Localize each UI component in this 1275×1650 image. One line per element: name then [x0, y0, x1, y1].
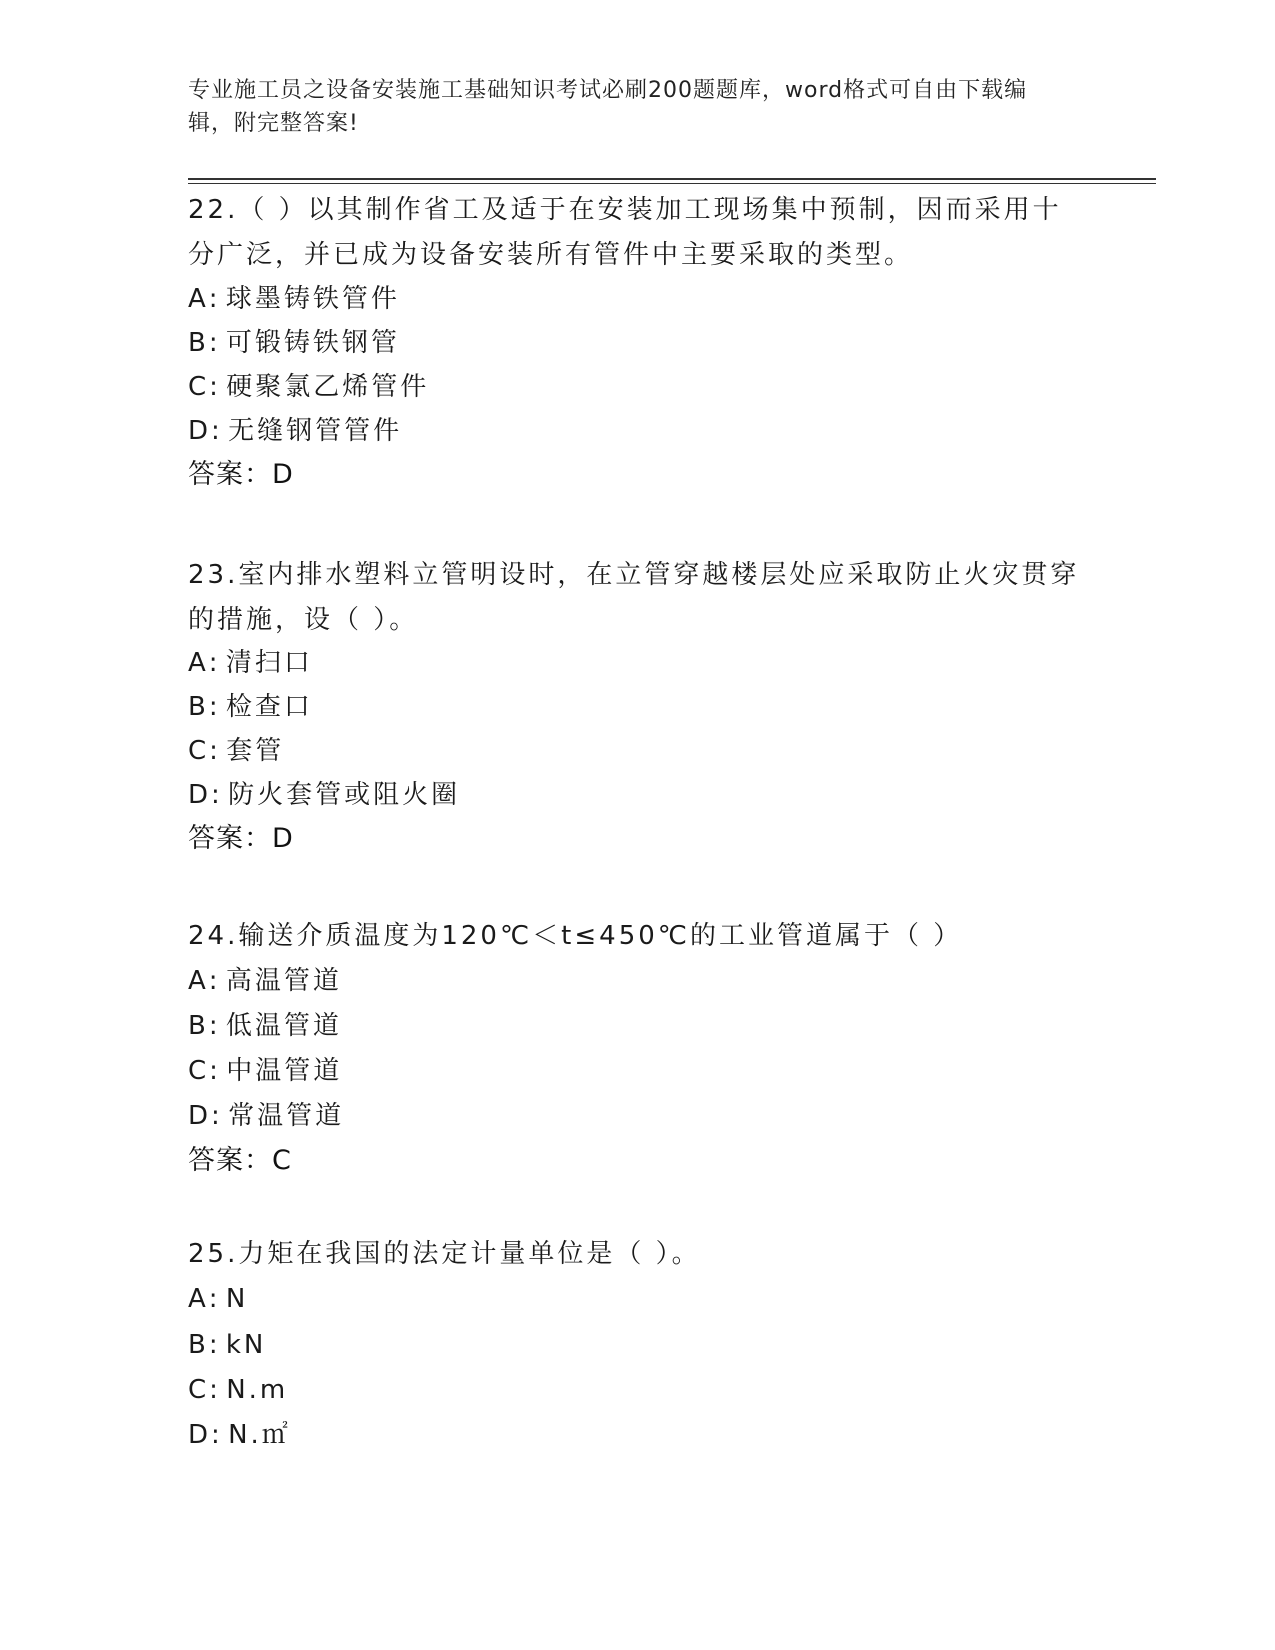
option-letter: A — [188, 284, 209, 314]
option-letter: A — [188, 966, 209, 996]
option-text: N — [225, 1284, 249, 1314]
question-22-option-b: B: 可锻铸铁钢管 — [188, 328, 400, 358]
question-24-option-d: D: 常温管道 — [188, 1101, 345, 1131]
option-letter: D — [188, 1101, 212, 1131]
question-22-text: 22.（ ）以其制作省工及适于在安装加工现场集中预制，因而采用十分广泛，并已成为设备安装所有管件中主要采取的类型。 — [188, 195, 1062, 270]
option-text: 可锻铸铁钢管 — [225, 328, 400, 358]
option-text: 常温管道 — [228, 1101, 345, 1131]
option-text: 套管 — [226, 736, 285, 766]
option-letter: C — [188, 1375, 210, 1405]
option-letter: C — [188, 372, 210, 402]
question-24-text: 24.输送介质温度为120℃＜t≤450℃的工业管道属于（ ） — [188, 921, 963, 951]
option-letter: D — [188, 780, 212, 810]
question-23-option-c: C: 套管 — [188, 736, 285, 766]
question-24-answer: 答案：C — [188, 1145, 292, 1176]
option-letter: B — [188, 1011, 209, 1041]
option-letter: C — [188, 736, 210, 766]
question-22-option-c: C: 硬聚氯乙烯管件 — [188, 372, 430, 402]
document-header: 专业施工员之设备安装施工基础知识考试必刷200题题库，word格式可自由下载编辑，附完整答案! — [188, 78, 1028, 136]
option-letter: D — [188, 416, 212, 446]
option-letter: C — [188, 1056, 210, 1086]
question-25-option-c: C: N.m — [188, 1375, 289, 1405]
option-letter: B — [188, 328, 209, 358]
question-25-option-a: A: N — [188, 1284, 249, 1314]
question-25-option-d: D: N.㎡ — [188, 1420, 291, 1450]
option-letter: A — [188, 1284, 209, 1314]
option-text: 检查口 — [225, 692, 313, 722]
question-24-option-c: C: 中温管道 — [188, 1056, 343, 1086]
option-text: N.m — [226, 1375, 289, 1405]
question-24-option-b: B: 低温管道 — [188, 1011, 342, 1041]
option-text: 低温管道 — [225, 1011, 342, 1041]
option-text: 无缝钢管管件 — [228, 416, 403, 446]
option-text: 清扫口 — [225, 648, 313, 678]
option-text: 防火套管或阻火圈 — [228, 780, 461, 810]
question-23-answer: 答案：D — [188, 823, 294, 854]
question-24-option-a: A: 高温管道 — [188, 966, 342, 996]
question-23-option-a: A: 清扫口 — [188, 648, 313, 678]
option-letter: B — [188, 692, 209, 722]
option-text: 球墨铸铁管件 — [225, 284, 400, 314]
option-text: kN — [225, 1330, 267, 1360]
option-letter: D — [188, 1420, 212, 1450]
option-text: 硬聚氯乙烯管件 — [226, 372, 430, 402]
question-23-option-b: B: 检查口 — [188, 692, 313, 722]
header-rule-thick — [188, 178, 1156, 180]
question-22-option-d: D: 无缝钢管管件 — [188, 416, 403, 446]
question-23-text: 23.室内排水塑料立管明设时，在立管穿越楼层处应采取防止火灾贯穿的措施，设（ ）。 — [188, 560, 1080, 635]
question-22-answer: 答案：D — [188, 459, 294, 490]
option-letter: B — [188, 1330, 209, 1360]
option-text: 中温管道 — [226, 1056, 343, 1086]
question-23-option-d: D: 防火套管或阻火圈 — [188, 780, 461, 810]
question-25-text: 25.力矩在我国的法定计量单位是（ ）。 — [188, 1239, 701, 1269]
question-25-option-b: B: kN — [188, 1330, 267, 1360]
option-text: N.㎡ — [228, 1420, 291, 1450]
option-letter: A — [188, 648, 209, 678]
header-rule-thin — [188, 183, 1156, 184]
question-22-option-a: A: 球墨铸铁管件 — [188, 284, 400, 314]
option-text: 高温管道 — [225, 966, 342, 996]
